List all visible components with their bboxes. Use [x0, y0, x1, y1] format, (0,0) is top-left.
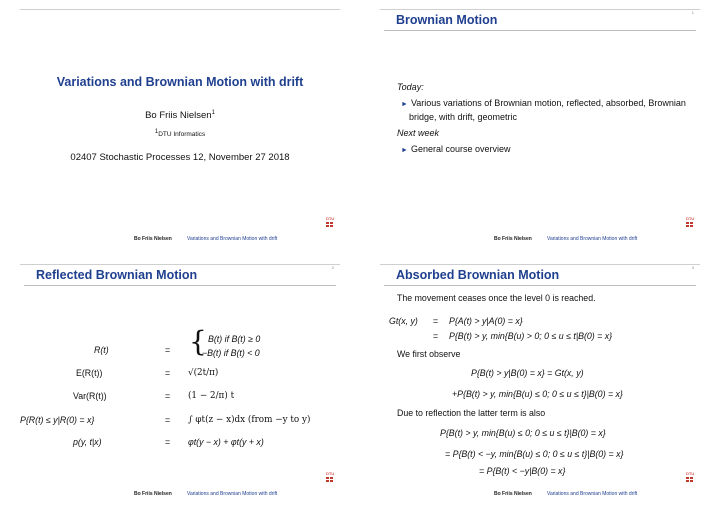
- eq-rhs-p: φt(y − x) + φt(y + x): [188, 437, 264, 447]
- case-2: −B(t) if B(t) < 0: [202, 348, 260, 358]
- eq-rhs-E: √(2t/π): [188, 368, 219, 378]
- eq-rhs-Var: (1 − 2/π) t: [188, 391, 235, 401]
- next-week-label: Next week: [397, 128, 440, 138]
- slide-title-page: [0, 0, 360, 255]
- obs-line-1: P{B(t) > y|B(0) = x} = Gt(x, y): [471, 368, 584, 378]
- dtu-logo: DTU: [686, 217, 694, 227]
- cases-brace: {: [189, 325, 207, 358]
- eq-lhs-R: R(t): [94, 345, 109, 355]
- presentation-author: Bo Friis Nielsen$^1$: [145, 109, 215, 121]
- eq-rel: =: [165, 345, 171, 355]
- dtu-logo: DTU: [326, 472, 334, 482]
- eq-lhs-p: p(y, t|x): [73, 437, 102, 447]
- top-rule: [20, 9, 340, 10]
- header-rule: [24, 285, 336, 286]
- eq1-rel-2: =: [433, 331, 439, 341]
- page-number: 3: [691, 265, 694, 270]
- slide-reflected-bm: [0, 255, 360, 510]
- ref-line-3: = P{B(t) < −y|B(0) = x}: [479, 466, 566, 476]
- header-rule: [384, 30, 696, 31]
- obs-line-2: +P{B(t) > y, min{B(u) ≤ 0; 0 ≤ u ≤ t}|B(0) = x}: [452, 389, 623, 399]
- eq1-lhs: Gt(x, y): [389, 316, 418, 326]
- footer-author: Bo Friis Nielsen: [134, 491, 172, 497]
- eq1-a: P{A(t) > y|A(0) = x}: [449, 316, 523, 326]
- presentation-affiliation: $^1$DTU Informatics: [154, 128, 206, 138]
- slide-absorbed-bm: [360, 255, 720, 510]
- top-rule: [380, 264, 700, 265]
- first-observe: We first observe: [397, 349, 461, 359]
- slide-heading: Reflected Brownian Motion: [36, 268, 198, 282]
- footer-author: Bo Friis Nielsen: [494, 491, 532, 497]
- eq1-b: P{B(t) > y, min{B(u) > 0; 0 ≤ u ≤ t|B(0) = x}: [449, 331, 613, 341]
- today-label: Today:: [397, 82, 424, 92]
- slide-heading: Absorbed Brownian Motion: [396, 268, 560, 282]
- presentation-course: 02407 Stochastic Processes 12, November 27 2018: [70, 152, 290, 163]
- footer-title: Variations and Brownian Motion with drift: [187, 236, 278, 242]
- slide-footer: [0, 234, 360, 244]
- next-week-item: ► General course overview: [401, 144, 511, 154]
- slide-footer: [0, 489, 360, 499]
- ref-line-1: P{B(t) > y, min{B(u) ≤ 0; 0 ≤ u ≤ t}|B(0) = x}: [440, 428, 606, 438]
- eq-rel: =: [165, 437, 171, 447]
- bullet-icon: ►: [401, 101, 408, 108]
- eq-lhs-Var: Var(R(t)): [73, 391, 107, 401]
- dtu-logo: DTU: [326, 217, 334, 227]
- eq-rel: =: [165, 391, 171, 401]
- dtu-logo: DTU: [686, 472, 694, 482]
- today-item: ► Various variations of Brownian motion, reflected, absorbed, Brownian bridge, with drift, geometric: [401, 98, 686, 122]
- eq1-rel: =: [433, 316, 439, 326]
- eq-lhs-P: P{R(t) ≤ y|R(0) = x}: [20, 415, 95, 425]
- reflection-text: Due to reflection the latter term is also: [397, 408, 546, 418]
- intro-text: The movement ceases once the level 0 is reached.: [397, 293, 596, 303]
- footer-author: Bo Friis Nielsen: [494, 236, 532, 242]
- slide-agenda: [360, 0, 720, 255]
- footer-author: Bo Friis Nielsen: [134, 236, 172, 242]
- page-number: 1: [691, 10, 694, 15]
- footer-title: Variations and Brownian Motion with drift: [187, 491, 278, 497]
- top-rule: [380, 9, 700, 10]
- page-number: 2: [331, 265, 334, 270]
- eq-lhs-E: E(R(t)): [76, 368, 103, 378]
- top-rule: [20, 264, 340, 265]
- case-1: B(t) if B(t) ≥ 0: [208, 334, 261, 344]
- header-rule: [384, 285, 696, 286]
- slide-footer: [360, 489, 720, 499]
- eq-rel: =: [165, 368, 171, 378]
- slide-footer: [360, 234, 720, 244]
- presentation-title: Variations and Brownian Motion with drift: [56, 75, 304, 89]
- ref-line-2: = P{B(t) < −y, min{B(u) ≤ 0; 0 ≤ u ≤ t}|B(0) = x}: [445, 449, 624, 459]
- footer-title: Variations and Brownian Motion with drift: [547, 491, 638, 497]
- slide-heading: Brownian Motion: [396, 13, 498, 27]
- footer-title: Variations and Brownian Motion with drift: [547, 236, 638, 242]
- bullet-icon: ►: [401, 147, 408, 154]
- eq-rel: =: [165, 415, 171, 425]
- eq-rhs-P: ∫ φt(z − x)dx (from −y to y): [188, 415, 311, 425]
